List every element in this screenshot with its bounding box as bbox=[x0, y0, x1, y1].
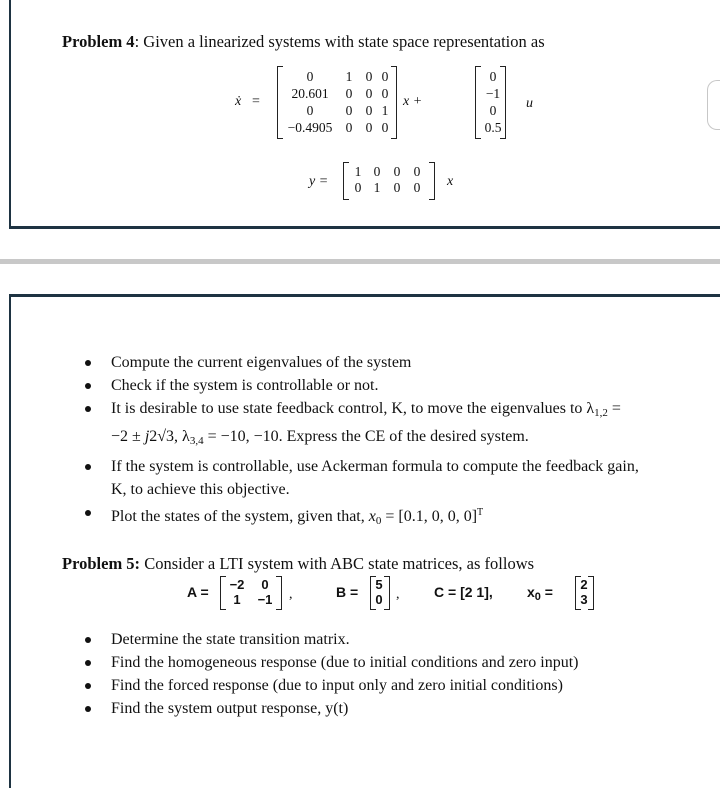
bullet-icon bbox=[85, 660, 91, 666]
a-matrix-cell: 0 bbox=[306, 103, 314, 118]
problem5-heading-text: Consider a LTI system with ABC state matrices, as follows bbox=[140, 554, 535, 573]
p5-x0-subscript: 0 bbox=[534, 591, 541, 603]
lambda-symbol: λ bbox=[182, 428, 190, 445]
panel-edge-fragment bbox=[707, 80, 720, 130]
task-text: = [0.1, 0, 0, 0] bbox=[381, 508, 478, 525]
problem4-task-list bbox=[111, 351, 711, 533]
problem4-label: Problem 4 bbox=[62, 32, 135, 51]
a-matrix-cell: 1 bbox=[345, 69, 353, 84]
p5-c-label: C = [2 1], bbox=[434, 584, 493, 600]
lambda-subscript: 1,2 bbox=[594, 407, 608, 419]
task-text: Check if the system is controllable or not. bbox=[111, 377, 379, 394]
list-item bbox=[111, 374, 711, 397]
problem5-label: Problem 5: bbox=[62, 554, 141, 573]
list-item bbox=[111, 651, 711, 674]
bullet-icon bbox=[85, 510, 91, 516]
task-text: Find the homogeneous response (due to initial conditions and zero input) bbox=[111, 654, 579, 671]
task-text: K, to achieve this objective. bbox=[111, 481, 290, 498]
b-matrix-cell: −1 bbox=[485, 86, 501, 101]
a-matrix-cell: 0 bbox=[381, 69, 389, 84]
list-item bbox=[111, 674, 711, 697]
p5-a-label: A = bbox=[187, 584, 209, 600]
task-text: Compute the current eigenvalues of the system bbox=[111, 354, 412, 371]
a-matrix-cell: 1 bbox=[381, 103, 389, 118]
bullet-icon bbox=[85, 360, 91, 366]
c-matrix-cell: 1 bbox=[373, 180, 381, 195]
p5-b-cell: 5 bbox=[375, 577, 383, 592]
p5-a-cell: −1 bbox=[257, 592, 273, 607]
x0-symbol: x bbox=[368, 508, 376, 525]
p5-a-cell: −2 bbox=[229, 577, 245, 592]
b-matrix-cell: 0 bbox=[489, 69, 497, 84]
p5-b-label: B = bbox=[336, 584, 359, 600]
problem4-panel bbox=[9, 0, 720, 229]
a-matrix bbox=[283, 70, 393, 134]
list-item bbox=[111, 697, 711, 720]
task-text: Find the system output response, y(t) bbox=[111, 700, 349, 717]
a-matrix-bracket-right bbox=[391, 66, 397, 139]
a-matrix-cell: 0 bbox=[381, 86, 389, 101]
c-matrix-cell: 0 bbox=[354, 180, 362, 195]
xdot-symbol: ẋ bbox=[235, 94, 242, 109]
a-matrix-cell: 0 bbox=[365, 86, 373, 101]
task-text: If the system is controllable, use Ackerman formula to compute the feedback gain, bbox=[111, 458, 639, 475]
list-item bbox=[111, 628, 711, 651]
bullet-icon bbox=[85, 683, 91, 689]
c-matrix-bracket-right bbox=[429, 162, 435, 200]
p5-b-bracket-right bbox=[384, 576, 390, 610]
lambda-symbol: λ bbox=[586, 400, 595, 417]
c-matrix-cell: 0 bbox=[393, 164, 401, 179]
p5-x0-bracket-right bbox=[588, 576, 594, 610]
x-plus: x + bbox=[403, 94, 423, 109]
task-text: 2√3, bbox=[149, 428, 183, 445]
list-item bbox=[111, 397, 711, 455]
a-matrix-cell: −0.4905 bbox=[287, 120, 333, 135]
tasks-panel bbox=[9, 294, 720, 788]
bullet-icon bbox=[85, 637, 91, 643]
a-matrix-cell: 0 bbox=[306, 69, 314, 84]
c-matrix-cell: 1 bbox=[354, 164, 362, 179]
task-text: It is desirable to use state feedback control, K, to move the eigenvalues to bbox=[111, 400, 583, 417]
p5-a-cell: 1 bbox=[233, 592, 241, 607]
a-matrix-cell: 0 bbox=[365, 120, 373, 135]
a-matrix-cell: 0 bbox=[345, 120, 353, 135]
input-u: u bbox=[526, 96, 533, 111]
c-matrix-cell: 0 bbox=[413, 180, 421, 195]
problem5-heading bbox=[62, 554, 534, 574]
bullet-icon bbox=[85, 383, 91, 389]
p5-x0-cell: 2 bbox=[580, 577, 588, 592]
x0-subscript: 0 bbox=[375, 515, 382, 527]
task-text: = bbox=[607, 400, 621, 417]
p5-x0-cell: 3 bbox=[580, 592, 588, 607]
p5-comma: , bbox=[396, 587, 400, 602]
task-text: Plot the states of the system, given that, bbox=[111, 508, 369, 525]
p5-x0-equals: = bbox=[540, 584, 553, 600]
b-matrix-cell: 0 bbox=[489, 103, 497, 118]
task-text: Find the forced response (due to input only and zero initial conditions) bbox=[111, 677, 563, 694]
a-matrix-cell: 0 bbox=[381, 120, 389, 135]
p5-a-matrix bbox=[224, 578, 280, 606]
b-matrix-cell: 0.5 bbox=[484, 120, 502, 135]
c-matrix-cell: 0 bbox=[373, 164, 381, 179]
c-matrix-cell: 0 bbox=[393, 180, 401, 195]
p5-comma: , bbox=[289, 587, 293, 602]
problem4-heading bbox=[62, 32, 545, 52]
c-matrix-cell: 0 bbox=[413, 164, 421, 179]
problem5-task-list bbox=[111, 628, 711, 720]
a-matrix-cell: 0 bbox=[345, 103, 353, 118]
imaginary-j: j bbox=[144, 428, 150, 445]
panel-separator bbox=[0, 259, 720, 264]
task-text: = −10, −10. Express the CE of the desired system. bbox=[203, 428, 529, 445]
task-text: Determine the state transition matrix. bbox=[111, 631, 350, 648]
a-matrix-cell: 0 bbox=[365, 69, 373, 84]
state-equals: = bbox=[252, 94, 260, 109]
list-item bbox=[111, 455, 711, 501]
transpose-superscript: T bbox=[477, 507, 484, 518]
bullet-icon bbox=[85, 706, 91, 712]
lambda-subscript: 3,4 bbox=[189, 435, 204, 447]
p5-a-cell: 0 bbox=[261, 577, 269, 592]
task-text: −2 ± bbox=[111, 428, 145, 445]
list-item bbox=[111, 351, 711, 374]
p5-x0-symbol: x bbox=[527, 584, 535, 600]
b-matrix-bracket-right bbox=[500, 66, 506, 139]
p5-a-bracket-right bbox=[276, 576, 282, 610]
a-matrix-cell: 0 bbox=[365, 103, 373, 118]
problem4-heading-text: : Given a linearized systems with state space representation as bbox=[134, 32, 545, 51]
a-matrix-cell: 0 bbox=[345, 86, 353, 101]
output-y: y = bbox=[309, 174, 329, 189]
p5-b-cell: 0 bbox=[375, 592, 383, 607]
a-matrix-cell: 20.601 bbox=[291, 86, 329, 101]
state-x: x bbox=[447, 174, 454, 189]
p5-x0-label bbox=[527, 584, 553, 603]
bullet-icon bbox=[85, 406, 91, 412]
list-item bbox=[111, 501, 711, 533]
c-matrix bbox=[349, 165, 427, 194]
bullet-icon bbox=[85, 464, 91, 470]
